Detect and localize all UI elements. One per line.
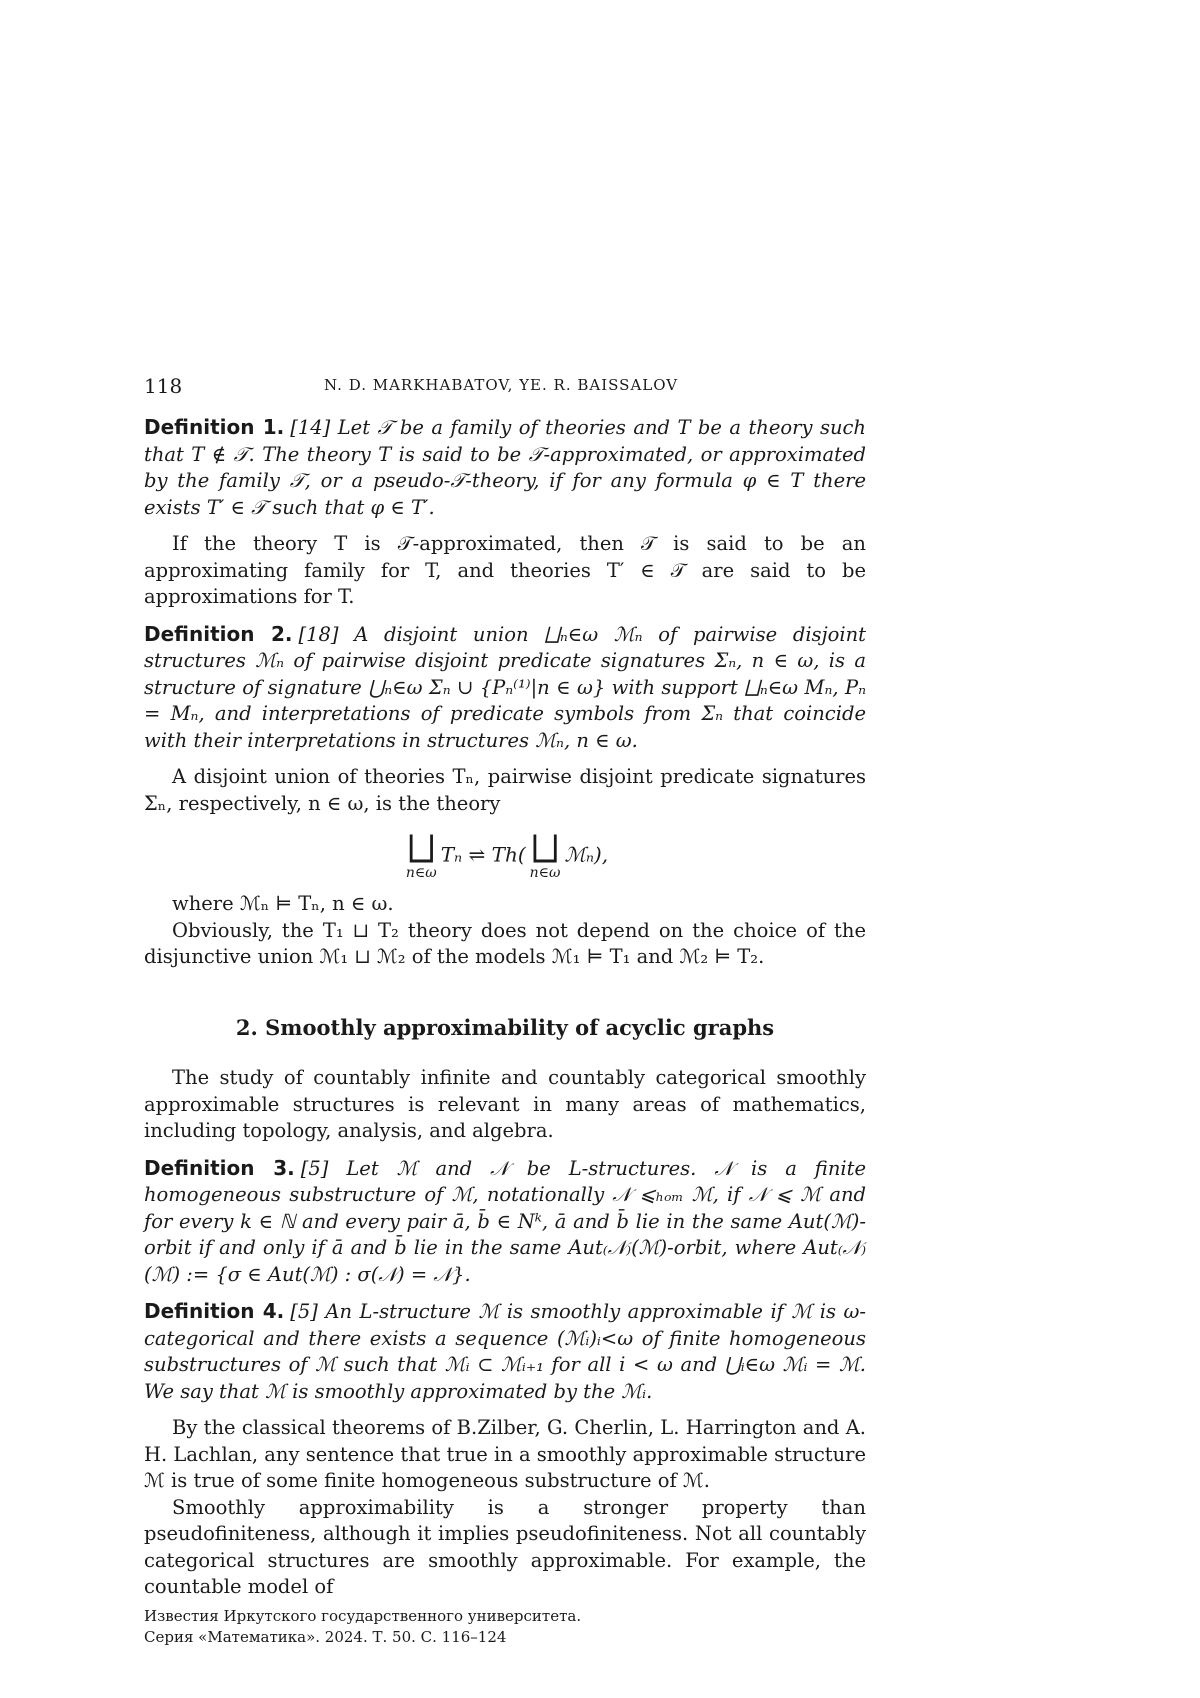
definition-4-label: Definition 4. <box>144 1299 285 1323</box>
paragraph-obviously: Obviously, the T₁ ⊔ T₂ theory does not depend on the choice of the disjunctive union ℳ₁ ⊔ ℳ₂ of the models ℳ₁ ⊨ T₁ and ℳ₂ ⊨ T₂. <box>144 918 866 968</box>
definition-1-text: [14] Let 𝒯 be a family of theories and T be a theory such that T ∉ 𝒯. The theory T is said to be 𝒯-approximated, or approximated by the family 𝒯, or a pseudo-𝒯-theory, if for any formula φ ∈ T there exists T′ ∈ 𝒯 such that φ ∈ T′. <box>144 416 866 519</box>
display-formula <box>144 828 866 881</box>
definition-3-text: [5] Let ℳ and 𝒩 be L-structures. 𝒩 is a finite homogeneous substructure of ℳ, notationally 𝒩 ⩽ₕₒₘ ℳ, if 𝒩 ⩽ ℳ and for every k ∈ ℕ and every pair ā, b̄ ∈ Nᵏ, ā and b̄ lie in the same Aut(ℳ)-orbit if and only if ā and b̄ lie in the same Aut₍𝒩₎(ℳ)-orbit, where Aut₍𝒩₎(ℳ) := {σ ∈ Aut(ℳ) : σ(𝒩) = 𝒩}. <box>144 1156 866 1286</box>
journal-footer <box>144 1606 581 1648</box>
definition-4 <box>144 1298 866 1405</box>
paragraph-disjoint-union-theories: A disjoint union of theories Tₙ, pairwise disjoint predicate signatures Σₙ, respectively, n ∈ ω, is the theory <box>144 765 866 815</box>
definition-4-text: [5] An L-structure ℳ is smoothly approximable if ℳ is ω-categorical and there exists a sequence (ℳᵢ)ᵢ<ω of finite homogeneous substructures of ℳ such that ℳᵢ ⊂ ℳᵢ₊₁ for all i < ω and ⋃ᵢ∈ω ℳᵢ = ℳ. We say that ℳ is smoothly approximated by the ℳᵢ. <box>144 1300 866 1403</box>
paragraph-approximating-family: If the theory T is 𝒯-approximated, then 𝒯 is said to be an approximating family for T, and theories T′ ∈ 𝒯 are said to be approximations for T. <box>144 532 866 608</box>
definition-2-text: [18] A disjoint union ⨆ₙ∈ω ℳₙ of pairwise disjoint structures ℳₙ of pairwise disjoint predicate signatures Σₙ, n ∈ ω, is a structure of signature ⋃ₙ∈ω Σₙ ∪ {Pₙ⁽¹⁾|n ∈ ω} with support ⨆ₙ∈ω Mₙ, Pₙ = Mₙ, and interpretations of predicate symbols from Σₙ that coincide with their interpretations in structures ℳₙ, n ∈ ω. <box>144 622 866 752</box>
definition-1-label: Definition 1. <box>144 415 285 439</box>
definition-3-label: Definition 3. <box>144 1155 295 1180</box>
paragraph-smoothly-approximability: Smoothly approximability is a stronger property than pseudofiniteness, although it implies pseudofiniteness. Not all countably categorical structures are smoothly approximable. For example, the countable model of <box>144 1495 866 1598</box>
running-authors: N. D. MARKHABATOV, YE. R. BAISSALOV <box>324 376 679 394</box>
definition-2 <box>144 621 866 755</box>
disjoint-union-operator-right: ⨆ n∈ω <box>529 828 561 881</box>
definition-2-label: Definition 2. <box>144 621 293 646</box>
definition-1 <box>144 414 866 521</box>
footer-series-line: Серия «Математика». 2024. Т. 50. С. 116–124 <box>144 1628 507 1646</box>
paragraph-classical-theorems: By the classical theorems of B.Zilber, G. Cherlin, L. Harrington and A. H. Lachlan, any sentence that true in a smoothly approximable structure ℳ is true of some finite homogeneous substructure of ℳ. <box>144 1416 866 1492</box>
footer-journal-line: Известия Иркутского государственного университета. <box>144 1607 582 1625</box>
formula-left: Tₙ ⇌ Th( <box>440 842 526 867</box>
section-heading: 2. Smoothly approximability of acyclic graphs <box>235 1014 775 1040</box>
paper-page <box>144 0 866 1698</box>
definition-3 <box>144 1155 866 1289</box>
disjoint-union-operator-left: ⨆ n∈ω <box>405 828 437 881</box>
page-body <box>144 414 866 1611</box>
paragraph-study: The study of countably infinite and countably categorical smoothly approximable structures is relevant in many areas of mathematics, including topology, analysis, and algebra. <box>144 1066 866 1142</box>
paragraph-where: where ℳₙ ⊨ Tₙ, n ∈ ω. <box>172 892 394 915</box>
formula-right: ℳₙ), <box>564 842 609 867</box>
page-number: 118 <box>144 374 183 398</box>
